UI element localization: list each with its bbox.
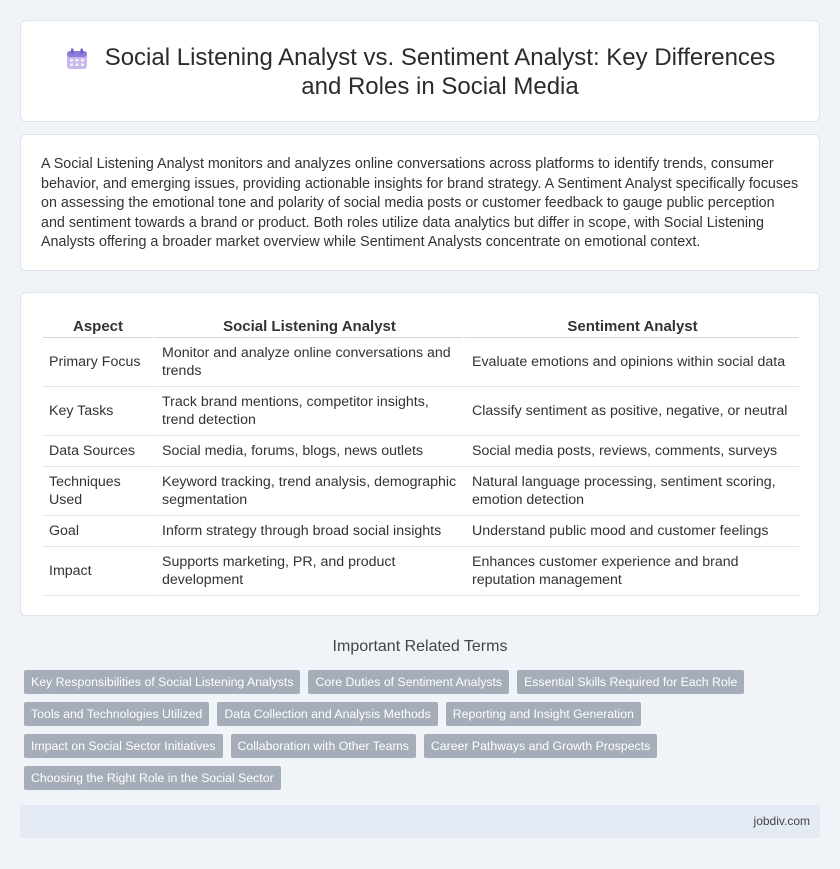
related-term-tag[interactable]: Key Responsibilities of Social Listening Analysts [24,670,300,694]
table-cell: Goal [43,516,153,547]
table-cell: Understand public mood and customer feelings [463,516,799,547]
related-term-tag[interactable]: Reporting and Insight Generation [446,702,641,726]
related-term-tag[interactable]: Core Duties of Sentiment Analysts [308,670,509,694]
related-term-tag[interactable]: Choosing the Right Role in the Social Sector [24,766,281,790]
header-aspect: Aspect [43,315,153,338]
related-term-tag[interactable]: Tools and Technologies Utilized [24,702,209,726]
title-card [20,20,820,122]
table-cell: Enhances customer experience and brand reputation management [463,547,799,596]
table-cell: Data Sources [43,436,153,467]
related-term-tag[interactable]: Career Pathways and Growth Prospects [424,734,657,758]
table-cell: Social media posts, reviews, comments, surveys [463,436,799,467]
table-row [43,516,799,547]
comparison-table-card [20,292,820,616]
table-row [43,338,799,387]
table-cell: Techniques Used [43,467,153,516]
table-row [43,387,799,436]
table-cell: Natural language processing, sentiment scoring, emotion detection [463,467,799,516]
footer-site-link[interactable]: jobdiv.com [753,814,810,828]
table-cell: Monitor and analyze online conversations and trends [153,338,463,387]
related-terms-title: Important Related Terms [332,638,508,655]
intro-paragraph: A Social Listening Analyst monitors and analyzes online conversations across platforms to identify trends, consumer behavior, and emerging issues, providing actionable insights for brand strategy. A Sentiment Analyst specifically focuses on assessing the emotional tone and polarity of social media posts or customer feedback to gauge public perception and sentiment towards a brand or product. Both roles utilize data analytics but differ in scope, with Social Listening Analysts offering a broader market overview while Sentiment Analysts concentrate on emotional context. [41,156,799,251]
table-header-row [43,315,799,338]
table-cell: Key Tasks [43,387,153,436]
table-cell: Inform strategy through broad social insights [153,516,463,547]
table-cell: Supports marketing, PR, and product development [153,547,463,596]
table-cell: Track brand mentions, competitor insights, trend detection [153,387,463,436]
related-term-tag[interactable]: Collaboration with Other Teams [231,734,416,758]
table-row [43,436,799,467]
table-cell: Primary Focus [43,338,153,387]
header-social-listening-analyst: Social Listening Analyst [153,315,463,338]
table-row [43,547,799,596]
table-cell: Social media, forums, blogs, news outlets [153,436,463,467]
footer [20,805,820,838]
related-term-tag[interactable]: Impact on Social Sector Initiatives [24,734,223,758]
intro-card [20,134,820,271]
table-cell: Keyword tracking, trend analysis, demographic segmentation [153,467,463,516]
table-row [43,467,799,516]
table-cell: Impact [43,547,153,596]
related-term-tag[interactable]: Data Collection and Analysis Methods [217,702,437,726]
comparison-table [43,315,799,596]
related-term-tag[interactable]: Essential Skills Required for Each Role [517,670,744,694]
page-title: Social Listening Analyst vs. Sentiment Analyst: Key Differences and Roles in Social Media [104,44,776,100]
table-cell: Evaluate emotions and opinions within social data [463,338,799,387]
table-cell: Classify sentiment as positive, negative, or neutral [463,387,799,436]
related-terms-list [24,670,804,790]
header-sentiment-analyst: Sentiment Analyst [463,315,799,338]
